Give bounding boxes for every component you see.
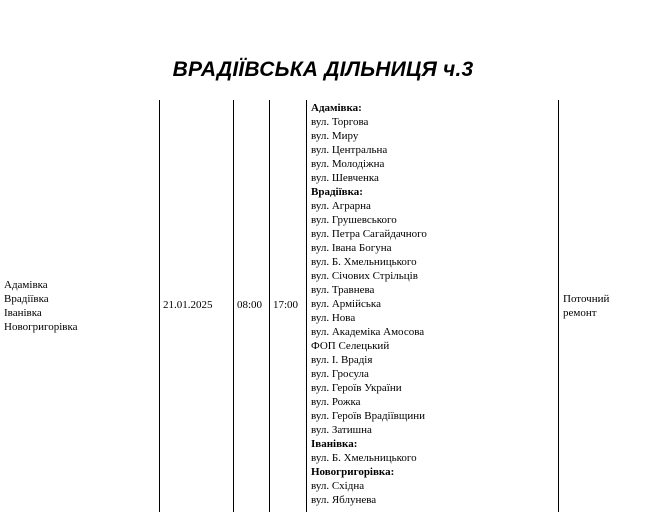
- street-item: вул. Героїв України: [311, 382, 402, 394]
- reason-line: ремонт: [563, 307, 597, 319]
- addresses-cell: [311, 101, 556, 507]
- village-header: Новогригорівка:: [311, 466, 395, 478]
- street-item: вул. Гросула: [311, 368, 369, 380]
- village-header: Іванівка:: [311, 438, 358, 450]
- reason-line: Поточний: [563, 293, 610, 305]
- street-item: вул. Аграрна: [311, 200, 371, 212]
- street-item: вул. І. Врадія: [311, 354, 373, 366]
- street-item: вул. Травнева: [311, 284, 375, 296]
- street-item: ФОП Селецький: [311, 340, 390, 352]
- village-item: Іванівка: [4, 307, 42, 319]
- column-divider: [269, 100, 270, 512]
- street-item: вул. Миру: [311, 130, 359, 142]
- villages-cell: [4, 278, 154, 334]
- street-item: вул. Петра Сагайдачного: [311, 228, 427, 240]
- street-item: вул. Нова: [311, 312, 356, 324]
- village-header: Адамівка:: [311, 102, 362, 114]
- column-divider: [558, 100, 559, 512]
- street-item: вул. Січових Стрільців: [311, 270, 418, 282]
- date-cell: 21.01.2025: [163, 299, 213, 311]
- village-item: Адамівка: [4, 279, 48, 291]
- street-item: вул. Шевченка: [311, 172, 379, 184]
- start-time-cell: 08:00: [237, 299, 263, 311]
- street-item: вул. Академіка Амосова: [311, 326, 425, 338]
- street-item: вул. Героїв Врадіївщини: [311, 410, 425, 422]
- street-item: вул. Торгова: [311, 116, 369, 128]
- street-item: вул. Івана Богуна: [311, 242, 392, 254]
- column-divider: [159, 100, 160, 512]
- street-item: вул. Центральна: [311, 144, 388, 156]
- village-item: Врадіївка: [4, 293, 49, 305]
- village-item: Новогригорівка: [4, 321, 78, 333]
- end-time-cell: 17:00: [273, 299, 299, 311]
- column-divider: [306, 100, 307, 512]
- street-item: вул. Молодіжна: [311, 158, 385, 170]
- reason-cell: [563, 292, 643, 320]
- street-item: вул. Східна: [311, 480, 365, 492]
- street-item: вул. Б. Хмельницького: [311, 256, 417, 268]
- column-divider: [233, 100, 234, 512]
- page-title: ВРАДІЇВСЬКА ДІЛЬНИЦЯ ч.3: [172, 58, 474, 81]
- street-item: вул. Б. Хмельницького: [311, 452, 417, 464]
- street-item: вул. Яблунева: [311, 494, 377, 506]
- street-item: вул. Армійська: [311, 298, 381, 310]
- street-item: вул. Грушевського: [311, 214, 397, 226]
- street-item: вул. Рожка: [311, 396, 361, 408]
- street-item: вул. Затишна: [311, 424, 372, 436]
- village-header: Врадіївка:: [311, 186, 363, 198]
